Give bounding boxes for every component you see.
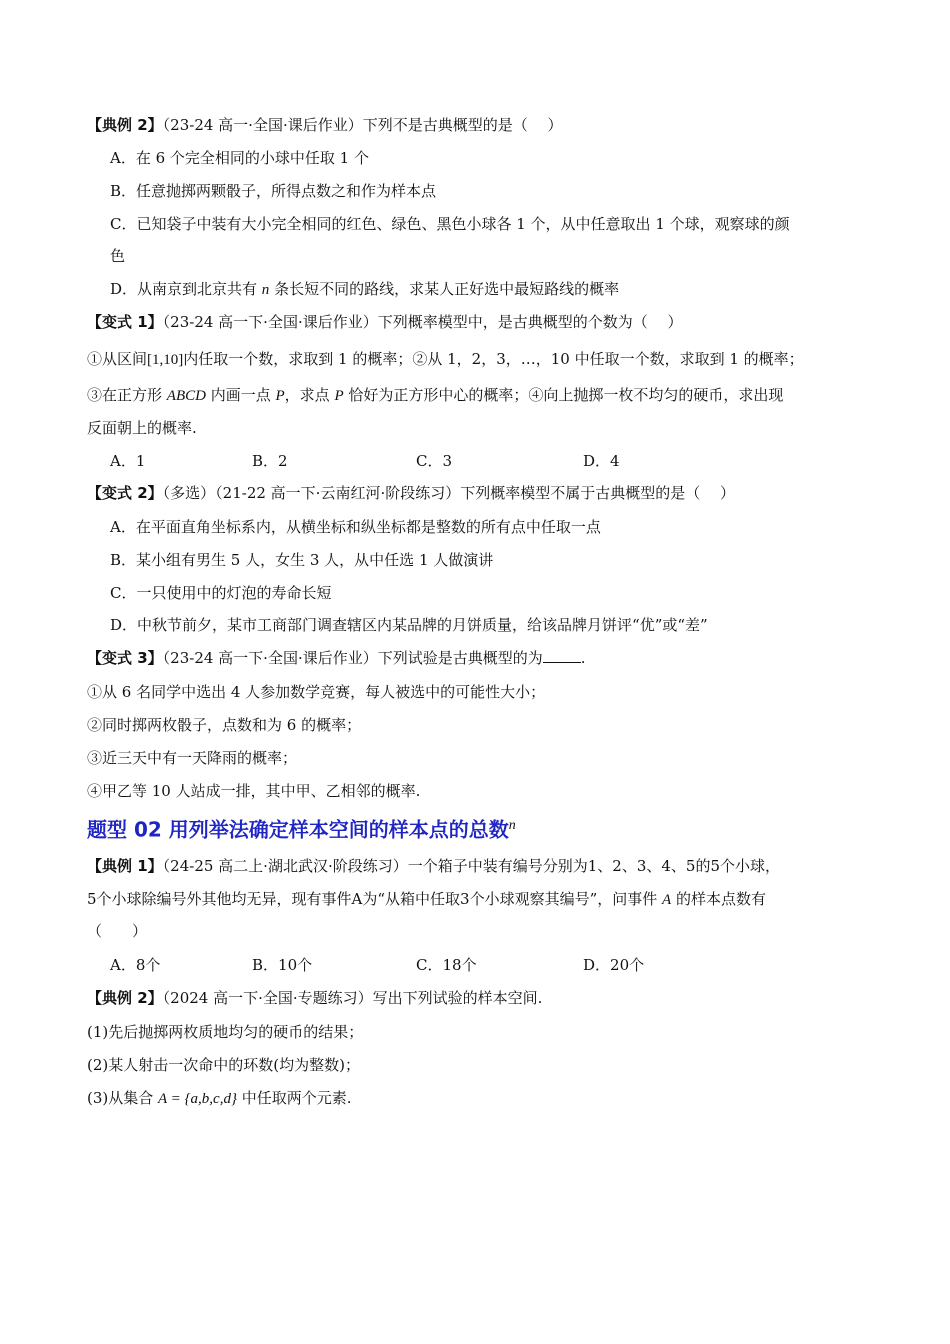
interval: [1,10]: [147, 352, 184, 368]
question-text: 下列不是古典概型的是（ ）: [362, 116, 563, 134]
variant-1-line-2: [87, 384, 783, 407]
text: 内任取一个数，求取到 1 的概率；②从 1，2，3，…，10 中任取一个数，求取到 1 的概率；: [183, 350, 804, 368]
text: 中任取两个元素.: [236, 1089, 352, 1107]
option-c: C．已知袋子中装有大小完全相同的红色、绿色、黑色小球各 1 个，从中任意取出 1 个球，观察球的颜: [110, 215, 790, 233]
option-b: B．2: [252, 452, 288, 470]
option-d: D．4: [583, 452, 620, 470]
source-note: （24-25 高二上·湖北武汉·阶段练习）: [162, 857, 408, 875]
variant-1-line-3: 反面朝上的概率.: [87, 419, 197, 437]
heading-text: 题型 02 用列举法确定样本空间的样本点的总数: [87, 817, 509, 842]
period: .: [580, 649, 586, 667]
text: 的样本点数有: [671, 890, 766, 908]
example-2b-item-2: (2)某人射击一次命中的环数(均为整数)；: [87, 1056, 360, 1074]
answer-parentheses: （ ）: [87, 922, 148, 940]
answer-blank: [543, 648, 581, 663]
option-b: B．任意抛掷两颗骰子，所得点数之和作为样本点: [110, 182, 437, 200]
example-2b-item-1: (1)先后抛掷两枚质地均匀的硬币的结果；: [87, 1023, 364, 1041]
example-tag: 【典例 2】: [87, 116, 163, 134]
text: ①从区间: [87, 350, 148, 368]
option-d-text-2: 条长短不同的路线，求某人正好选中最短路线的概率: [269, 280, 620, 298]
question-text: 下列试验是古典概型的为: [377, 649, 543, 667]
example-tag: 【典例 2】: [87, 989, 163, 1007]
example-2b-item-3: [87, 1087, 352, 1110]
source-note: （2024 高一下·全国·专题练习）: [162, 989, 373, 1007]
source-note: （23-24 高一下·全国·课后作业）: [162, 649, 378, 667]
question-text: 写出下列试验的样本空间.: [372, 989, 543, 1007]
set-expression: A = {a,b,c,d}: [158, 1091, 237, 1107]
text: ，求点: [284, 386, 335, 404]
variant-tag: 【变式 2】: [87, 484, 163, 502]
text: (3)从集合: [87, 1089, 159, 1107]
example-2b-stem: [87, 987, 542, 1009]
variant-3-item-4: ④甲乙等 10 人站成一排，其中甲、乙相邻的概率.: [87, 782, 421, 800]
option-c: C．一只使用中的灯泡的寿命长短: [110, 584, 332, 602]
option-b: B．某小组有男生 5 人，女生 3 人，从中任选 1 人做演讲: [110, 551, 494, 569]
option-c-continued: 色: [110, 247, 126, 265]
source-note: （23-24 高一下·全国·课后作业）: [162, 313, 378, 331]
event-label: A: [662, 892, 672, 908]
option-d: D．20个: [583, 956, 645, 974]
question-text: 下列概率模型中，是古典概型的个数为（ ）: [377, 313, 683, 331]
point-label: P: [275, 388, 285, 404]
point-label: P: [334, 388, 344, 404]
variant-1-line-1: [87, 348, 804, 371]
heading-variable: n: [508, 818, 516, 833]
option-d-text-1: D．从南京到北京共有: [110, 280, 262, 298]
example-1-options: [110, 954, 810, 976]
example-1-stem: [87, 855, 780, 877]
example-1-line-2: [87, 888, 766, 911]
text: 5个小球除编号外其他均无异，现有事件A为“从箱中任取3个小球观察其编号”，问事件: [87, 890, 663, 908]
option-a: A．1: [110, 452, 146, 470]
variant-3-item-2: ②同时掷两枚骰子，点数和为 6 的概率；: [87, 716, 362, 734]
option-c: C．3: [416, 452, 453, 470]
source-note: （23-24 高一·全国·课后作业）: [162, 116, 363, 134]
variant-2-stem: [87, 482, 735, 504]
source-note: （多选）（21-22 高一下·云南红河·阶段练习）: [162, 484, 461, 502]
section-heading: [87, 812, 516, 844]
text: ③在正方形: [87, 386, 167, 404]
variant-3-stem: [87, 647, 586, 669]
option-a: A．在 6 个完全相同的小球中任取 1 个: [110, 149, 369, 167]
variant-3-item-1: ①从 6 名同学中选出 4 人参加数学竞赛，每人被选中的可能性大小；: [87, 683, 546, 701]
variant-1-options: [110, 450, 810, 472]
variant-3-item-3: ③近三天中有一天降雨的概率；: [87, 749, 298, 767]
option-d: [110, 278, 619, 301]
variable-n: n: [261, 282, 270, 298]
option-c: C．18个: [416, 956, 477, 974]
option-a: A．8个: [110, 956, 161, 974]
option-d: D．中秋节前夕，某市工商部门调查辖区内某品牌的月饼质量，给该品牌月饼评“优”或“差”: [110, 616, 708, 634]
question-text: 一个箱子中装有编号分别为1、2、3、4、5的5个小球，: [407, 857, 780, 875]
option-a: A．在平面直角坐标系内，从横坐标和纵坐标都是整数的所有点中任取一点: [110, 518, 601, 536]
option-b: B．10个: [252, 956, 313, 974]
variant-1-stem: [87, 311, 683, 333]
variant-tag: 【变式 3】: [87, 649, 163, 667]
text: 恰好为正方形中心的概率；④向上抛掷一枚不均匀的硬币，求出现: [343, 386, 784, 404]
text: 内画一点: [205, 386, 276, 404]
question-text: 下列概率模型不属于古典概型的是（ ）: [460, 484, 736, 502]
example-tag: 【典例 1】: [87, 857, 163, 875]
example-2-stem: [87, 114, 563, 136]
variant-tag: 【变式 1】: [87, 313, 163, 331]
square-label: ABCD: [166, 388, 206, 404]
